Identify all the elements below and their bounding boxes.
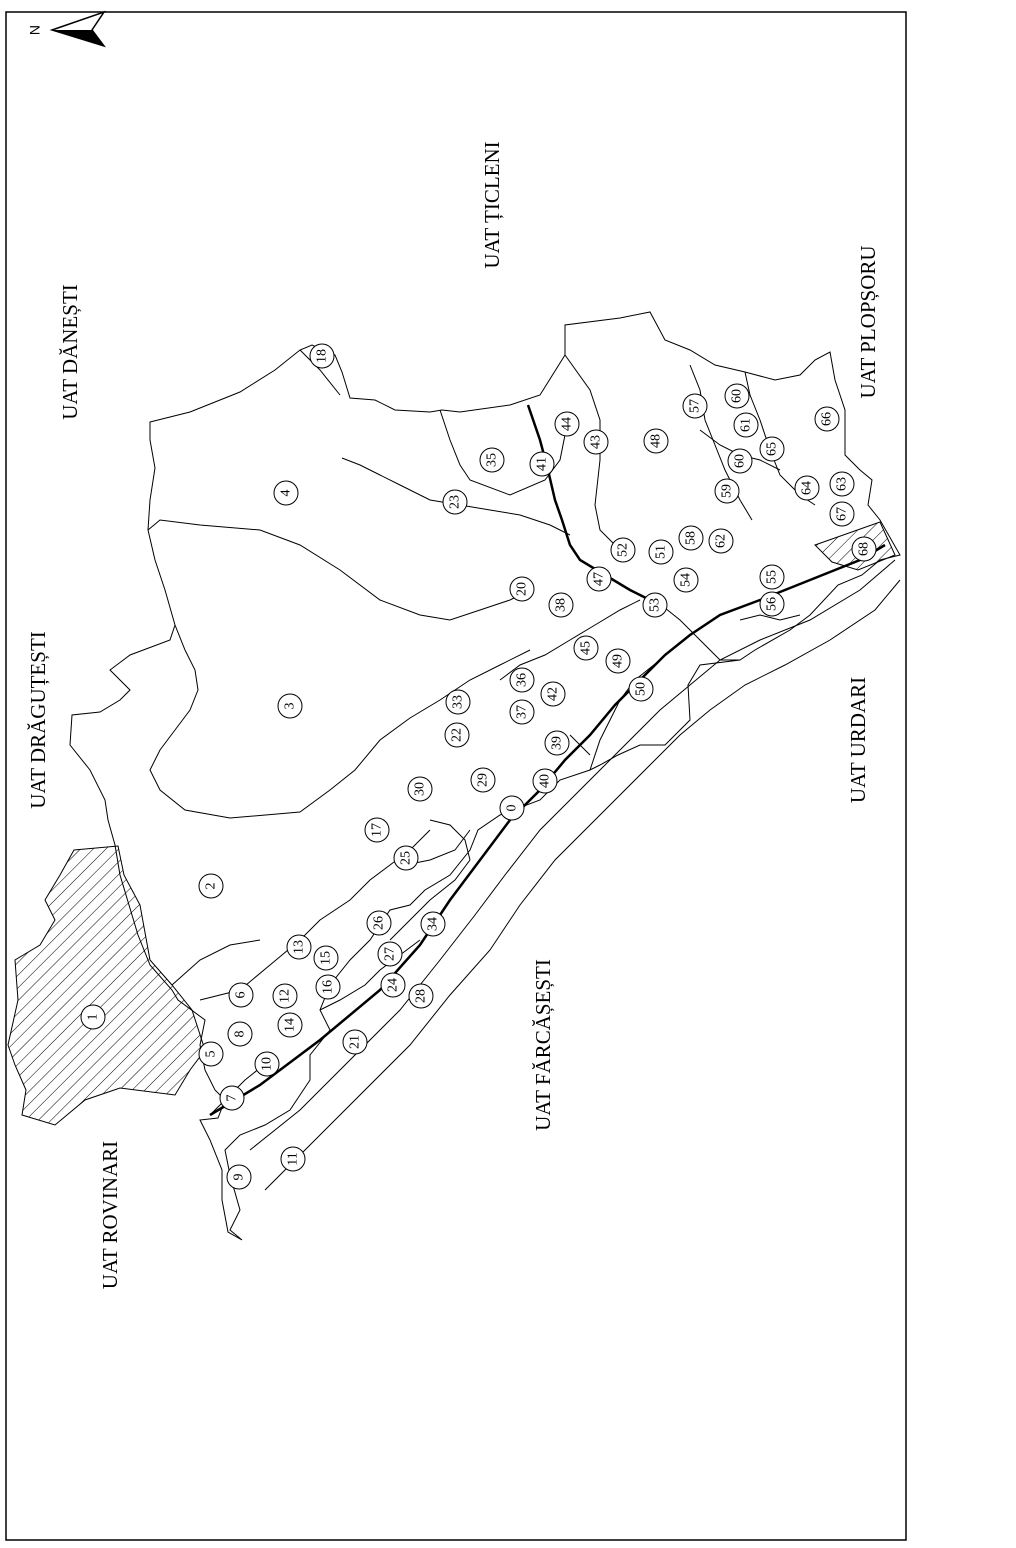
parcel-label: 68: [856, 542, 872, 556]
parcel-marker: [421, 912, 445, 936]
parcel-marker: [643, 593, 667, 617]
parcel-label: 42: [545, 687, 561, 701]
parcel-marker: [734, 413, 758, 437]
uat-label-danesti: UAT DĂNEȘTI: [57, 284, 82, 420]
parcel-label: 62: [713, 534, 729, 548]
parcel-marker: [584, 430, 608, 454]
parcel-label: 18: [314, 349, 330, 363]
parcel-marker: [795, 476, 819, 500]
parcel-marker: [649, 540, 673, 564]
parcel-marker: [709, 529, 733, 553]
parcel-marker: [471, 768, 495, 792]
internal-boundaries: [148, 350, 815, 1010]
parcel-label: 6: [233, 991, 249, 999]
parcel-marker: [679, 526, 703, 550]
parcel-marker: [683, 394, 707, 418]
parcel-label: 45: [578, 641, 594, 655]
parcel-marker: [220, 1086, 244, 1110]
parcel-label: 67: [834, 507, 850, 521]
parcel-label: 15: [318, 951, 334, 965]
parcel-marker: [555, 412, 579, 436]
uat-label-urdari: UAT URDARI: [845, 676, 870, 804]
parcel-marker: [629, 677, 653, 701]
parcel-label: 60: [732, 454, 748, 468]
parcel-marker: [394, 846, 418, 870]
parcel-label: 51: [653, 545, 669, 559]
parcel-marker: [408, 777, 432, 801]
parcel-marker: [574, 636, 598, 660]
parcel-marker: [644, 429, 668, 453]
parcel-marker: [510, 577, 534, 601]
parcel-marker: [274, 481, 298, 505]
uat-label-farcasesti: UAT FĂRCĂȘEȘTI: [530, 959, 555, 1131]
parcel-label: 13: [291, 940, 307, 954]
parcel-marker: [255, 1052, 279, 1076]
parcel-marker: [587, 567, 611, 591]
parcel-label: 9: [231, 1173, 247, 1181]
parcel-marker: [760, 592, 784, 616]
parcel-label: 50: [633, 682, 649, 696]
parcel-label: 57: [687, 399, 703, 413]
uat-label-rovinari: UAT ROVINARI: [97, 1140, 122, 1290]
parcel-label: 0: [504, 804, 520, 812]
parcel-marker: [510, 668, 534, 692]
parcel-label: 53: [647, 598, 663, 612]
parcel-marker: [310, 344, 334, 368]
parcel-marker: [815, 407, 839, 431]
parcel-marker: [273, 984, 297, 1008]
parcel-label: 14: [282, 1018, 298, 1032]
parcel-label: 17: [369, 823, 385, 837]
parcel-label: 16: [320, 980, 336, 994]
parcel-marker: [343, 1030, 367, 1054]
parcel-label: 35: [484, 453, 500, 467]
parcel-label: 10: [259, 1057, 275, 1071]
parcel-label: 56: [764, 597, 780, 611]
uat-label-dragutesti: UAT DRĂGUȚEȘTI: [25, 631, 50, 809]
parcel-marker: [229, 983, 253, 1007]
parcel-label: 22: [449, 728, 465, 742]
parcel-marker: [378, 942, 402, 966]
parcel-marker: [199, 1042, 223, 1066]
parcel-marker: [852, 537, 876, 561]
parcel-marker: [409, 984, 433, 1008]
parcel-label: 37: [514, 705, 530, 719]
parcel-label: 20: [514, 582, 530, 596]
parcel-marker: [381, 973, 405, 997]
uat-label-plopsoru: UAT PLOPȘORU: [855, 245, 880, 399]
parcel-marker: [760, 565, 784, 589]
parcel-label: 21: [347, 1035, 363, 1049]
parcel-label: 59: [719, 484, 735, 498]
parcel-label: 1: [85, 1013, 101, 1021]
parcel-label: 26: [371, 916, 387, 930]
parcel-label: 39: [549, 736, 565, 750]
parcel-marker: [500, 796, 524, 820]
parcel-marker: [728, 449, 752, 473]
parcel-marker: [674, 568, 698, 592]
north-label: N: [26, 24, 43, 36]
parcel-marker: [530, 452, 554, 476]
parcel-label: 44: [559, 417, 575, 431]
parcel-label: 64: [799, 481, 815, 495]
parcel-marker: [227, 1165, 251, 1189]
parcel-label: 11: [285, 1152, 301, 1166]
map-border: [6, 12, 906, 1540]
parcel-label: 7: [224, 1094, 240, 1102]
parcel-label: 29: [475, 773, 491, 787]
parcel-label: 4: [278, 489, 294, 497]
north-arrow-icon: [27, 12, 104, 46]
parcel-marker: [314, 946, 338, 970]
parcel-label: 58: [683, 531, 699, 545]
parcel-marker: [446, 690, 470, 714]
parcel-label: 43: [588, 435, 604, 449]
parcel-label: 55: [764, 570, 780, 584]
parcel-marker: [830, 502, 854, 526]
parcel-marker: [545, 731, 569, 755]
parcel-label: 27: [382, 947, 398, 961]
uat-label-ticleni: UAT ȚICLENI: [479, 141, 504, 269]
parcel-label: 49: [610, 654, 626, 668]
parcel-label: 66: [819, 412, 835, 426]
parcel-label: 5: [203, 1050, 219, 1058]
parcel-marker: [443, 490, 467, 514]
parcel-label: 28: [413, 989, 429, 1003]
parcel-label: 23: [447, 495, 463, 509]
parcel-label: 8: [232, 1030, 248, 1038]
parcel-marker: [228, 1022, 252, 1046]
parcel-marker: [725, 384, 749, 408]
parcel-marker: [316, 975, 340, 999]
parcel-marker: [278, 694, 302, 718]
parcel-markers: [81, 344, 876, 1189]
parcel-marker: [510, 700, 534, 724]
parcel-label: 24: [385, 978, 401, 992]
parcel-label: 65: [764, 442, 780, 456]
road-corridor: [210, 405, 900, 1190]
parcel-marker: [760, 437, 784, 461]
parcel-marker: [281, 1147, 305, 1171]
parcel-label: 47: [591, 572, 607, 586]
parcel-label: 52: [615, 543, 631, 557]
parcel-marker: [287, 935, 311, 959]
parcel-label: 40: [537, 774, 553, 788]
parcel-marker: [480, 448, 504, 472]
parcel-marker: [278, 1013, 302, 1037]
parcel-label: 48: [648, 434, 664, 448]
parcel-marker: [541, 682, 565, 706]
parcel-1-hatched-area: [8, 846, 205, 1125]
parcel-label: 3: [282, 702, 298, 710]
parcel-label: 38: [553, 598, 569, 612]
parcel-marker: [606, 649, 630, 673]
parcel-label: 54: [678, 573, 694, 587]
parcel-marker: [199, 874, 223, 898]
parcel-label: 33: [450, 695, 466, 709]
parcel-marker: [365, 818, 389, 842]
parcel-label: 30: [412, 782, 428, 796]
parcel-marker: [445, 723, 469, 747]
parcel-marker: [367, 911, 391, 935]
parcel-marker: [81, 1005, 105, 1029]
parcel-marker: [533, 769, 557, 793]
parcel-label: 41: [534, 457, 550, 471]
parcel-marker: [715, 479, 739, 503]
parcel-label: 12: [277, 989, 293, 1003]
parcel-label: 63: [834, 477, 850, 491]
parcel-marker: [549, 593, 573, 617]
parcel-label: 61: [738, 418, 754, 432]
parcel-label: 60: [729, 389, 745, 403]
parcel-label: 25: [398, 851, 414, 865]
parcel-label: 34: [425, 917, 441, 931]
parcel-label: 2: [203, 882, 219, 890]
parcel-marker: [611, 538, 635, 562]
parcel-label: 36: [514, 673, 530, 687]
parcel-marker: [830, 472, 854, 496]
